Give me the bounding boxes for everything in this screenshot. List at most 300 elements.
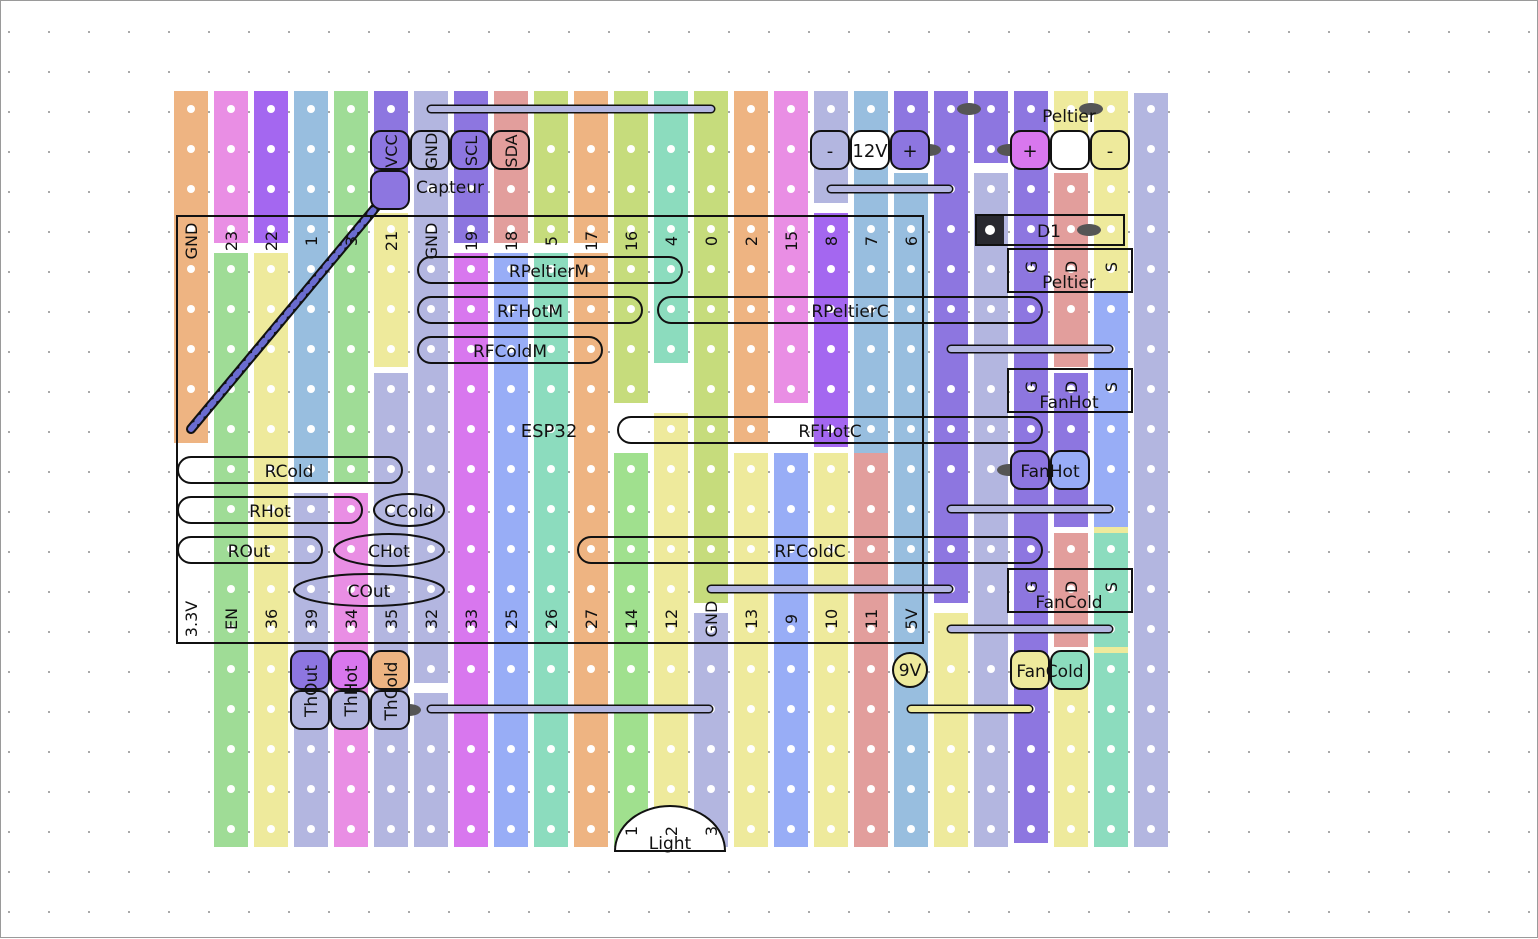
- strip-segment: [414, 693, 448, 847]
- board-hole: [667, 745, 675, 753]
- board-hole: [747, 425, 755, 433]
- board-hole: [387, 105, 395, 113]
- peltier-minus: -: [1106, 141, 1114, 162]
- esp32-top-pin: 23: [222, 230, 241, 252]
- esp32-bottom-pin: 39: [302, 608, 321, 630]
- board-hole: [907, 425, 915, 433]
- board-hole: [627, 505, 635, 513]
- board-hole: [1067, 745, 1075, 753]
- board-hole: [387, 465, 395, 473]
- board-hole: [547, 785, 555, 793]
- board-hole: [1027, 825, 1035, 833]
- board-hole: [707, 785, 715, 793]
- board-hole: [787, 625, 795, 633]
- board-hole: [987, 665, 995, 673]
- board-hole: [667, 145, 675, 153]
- board-hole: [747, 745, 755, 753]
- board-hole: [787, 665, 795, 673]
- board-hole: [907, 825, 915, 833]
- esp32-bottom-pin: 32: [422, 608, 441, 630]
- board-hole: [787, 185, 795, 193]
- board-hole: [1147, 105, 1155, 113]
- mosfet-pin: G: [1022, 380, 1041, 394]
- board-hole: [747, 785, 755, 793]
- esp32-bottom-pin: 3.3V: [182, 600, 201, 638]
- board-hole: [547, 505, 555, 513]
- board-hole: [267, 105, 275, 113]
- board-hole: [707, 225, 715, 233]
- board-hole: [947, 265, 955, 273]
- board-hole: [827, 345, 835, 353]
- board-hole: [187, 385, 195, 393]
- esp32-bottom-pin: 25: [502, 608, 521, 630]
- board-hole: [627, 665, 635, 673]
- board-hole: [627, 385, 635, 393]
- board-hole: [1147, 505, 1155, 513]
- board-hole: [747, 665, 755, 673]
- board-hole: [387, 385, 395, 393]
- board-hole: [1067, 545, 1075, 553]
- board-hole: [467, 385, 475, 393]
- board-hole: [867, 745, 875, 753]
- board-hole: [747, 105, 755, 113]
- board-hole: [467, 825, 475, 833]
- board-hole: [227, 105, 235, 113]
- esp32-bottom-pin: 35: [382, 608, 401, 630]
- board-hole: [707, 185, 715, 193]
- thermistor-thhot: ThHot: [342, 665, 362, 717]
- board-hole: [1147, 185, 1155, 193]
- nine-volt-label: 9V: [898, 661, 922, 681]
- strip-segment: [574, 91, 608, 243]
- thermistor-thout: ThOut: [302, 665, 322, 717]
- board-hole: [907, 345, 915, 353]
- resistor-rpeltierc: RPeltierC: [811, 302, 889, 322]
- resistor-rout: ROut: [227, 542, 271, 562]
- board-hole: [1067, 705, 1075, 713]
- board-hole: [267, 745, 275, 753]
- board-hole: [347, 545, 355, 553]
- board-hole: [387, 425, 395, 433]
- esp32-bottom-pin: 27: [582, 608, 601, 630]
- board-hole: [747, 225, 755, 233]
- board-hole: [627, 425, 635, 433]
- board-hole: [307, 305, 315, 313]
- board-hole: [1147, 145, 1155, 153]
- board-hole: [987, 305, 995, 313]
- board-hole: [227, 425, 235, 433]
- board-hole: [307, 425, 315, 433]
- board-hole: [587, 505, 595, 513]
- board-hole: [507, 465, 515, 473]
- strip-segment: [814, 213, 848, 447]
- board-hole: [227, 705, 235, 713]
- board-hole: [267, 145, 275, 153]
- board-hole: [907, 745, 915, 753]
- esp32-top-pin: GND: [422, 222, 441, 260]
- board-hole: [667, 265, 675, 273]
- board-hole: [507, 585, 515, 593]
- board-hole: [867, 225, 875, 233]
- board-hole: [867, 105, 875, 113]
- board-hole: [307, 585, 315, 593]
- board-hole: [547, 545, 555, 553]
- board-hole: [267, 705, 275, 713]
- board-hole: [1147, 745, 1155, 753]
- board-hole: [987, 465, 995, 473]
- board-hole: [387, 745, 395, 753]
- board-hole: [347, 265, 355, 273]
- board-hole: [307, 545, 315, 553]
- board-hole: [667, 785, 675, 793]
- board-hole: [1067, 425, 1075, 433]
- board-hole: [507, 185, 515, 193]
- board-hole: [627, 745, 635, 753]
- board-hole: [947, 665, 955, 673]
- board-hole: [667, 185, 675, 193]
- board-hole: [227, 745, 235, 753]
- board-hole: [827, 705, 835, 713]
- board-hole: [947, 745, 955, 753]
- board-hole: [227, 665, 235, 673]
- board-hole: [187, 185, 195, 193]
- board-hole: [867, 705, 875, 713]
- board-hole: [347, 425, 355, 433]
- board-hole: [987, 785, 995, 793]
- esp32-bottom-pin: 9: [782, 613, 801, 625]
- board-hole: [267, 785, 275, 793]
- esp32-top-pin: 7: [862, 235, 881, 247]
- board-hole: [1147, 705, 1155, 713]
- board-hole: [867, 505, 875, 513]
- board-hole: [387, 825, 395, 833]
- board-hole: [867, 825, 875, 833]
- board-hole: [547, 145, 555, 153]
- board-hole: [267, 665, 275, 673]
- board-hole: [1147, 225, 1155, 233]
- board-hole: [507, 825, 515, 833]
- board-hole: [427, 465, 435, 473]
- board-hole: [827, 225, 835, 233]
- board-hole: [467, 305, 475, 313]
- board-hole: [187, 825, 195, 833]
- esp32-bottom-pin: 33: [462, 608, 481, 630]
- board-hole: [1027, 745, 1035, 753]
- diode-label: D1: [1037, 222, 1061, 242]
- board-hole: [987, 145, 995, 153]
- board-hole: [947, 425, 955, 433]
- esp32-bottom-pin: 34: [342, 608, 361, 630]
- board-hole: [787, 505, 795, 513]
- board-hole: [227, 465, 235, 473]
- resistor-rfhotm: RFHotM: [496, 302, 564, 322]
- board-hole: [1027, 785, 1035, 793]
- esp32-top-pin: 1: [302, 235, 321, 247]
- sensor-pin-sda: SDA: [502, 134, 521, 168]
- board-hole: [747, 145, 755, 153]
- board-hole: [427, 585, 435, 593]
- board-hole: [1107, 705, 1115, 713]
- board-hole: [1147, 425, 1155, 433]
- board-hole: [1027, 225, 1035, 233]
- board-hole: [947, 225, 955, 233]
- board-hole: [507, 545, 515, 553]
- board-hole: [947, 545, 955, 553]
- resistor-rfcoldc: RFColdC: [774, 542, 846, 562]
- power-12v: 12V: [852, 141, 888, 162]
- board-hole: [747, 185, 755, 193]
- esp32-label: ESP32: [520, 421, 578, 442]
- board-hole: [787, 265, 795, 273]
- board-hole: [467, 665, 475, 673]
- board-hole: [667, 585, 675, 593]
- board-hole: [827, 665, 835, 673]
- capacitor-chot: CHot: [368, 542, 410, 562]
- board-hole: [307, 345, 315, 353]
- stripboard: [1, 1, 1538, 939]
- board-hole: [347, 745, 355, 753]
- esp32-top-pin: 3: [342, 235, 361, 247]
- strip-segment: [1094, 293, 1128, 527]
- board-hole: [747, 825, 755, 833]
- esp32-bottom-pin: 26: [542, 608, 561, 630]
- board-hole: [1147, 545, 1155, 553]
- board-hole: [627, 145, 635, 153]
- mosfet-label: FanHot: [1039, 393, 1099, 413]
- board-hole: [1027, 545, 1035, 553]
- board-hole: [907, 505, 915, 513]
- board-hole: [547, 585, 555, 593]
- board-hole: [667, 305, 675, 313]
- board-hole: [987, 385, 995, 393]
- board-hole: [987, 105, 995, 113]
- board-hole: [307, 185, 315, 193]
- board-hole: [307, 225, 315, 233]
- board-hole: [987, 545, 995, 553]
- board-hole: [1067, 185, 1075, 193]
- board-hole: [1027, 105, 1035, 113]
- board-hole: [307, 785, 315, 793]
- board-hole: [907, 545, 915, 553]
- board-hole: [187, 305, 195, 313]
- board-hole: [907, 305, 915, 313]
- board-hole: [1107, 785, 1115, 793]
- board-hole: [227, 785, 235, 793]
- board-hole: [707, 265, 715, 273]
- mosfet-pin: D: [1062, 380, 1081, 394]
- board-hole: [467, 745, 475, 753]
- board-hole: [787, 825, 795, 833]
- board-hole: [787, 385, 795, 393]
- board-hole: [867, 545, 875, 553]
- board-hole: [187, 745, 195, 753]
- esp32-top-pin: 19: [462, 230, 481, 252]
- esp32-top-pin: 16: [622, 230, 641, 252]
- board-hole: [627, 465, 635, 473]
- board-hole: [347, 505, 355, 513]
- esp32-top-pin: 4: [662, 235, 681, 247]
- fan-hot-label: FanHot: [1020, 462, 1080, 482]
- board-hole: [1107, 105, 1115, 113]
- board-hole: [867, 785, 875, 793]
- sensor-pin-scl: SCL: [462, 135, 481, 167]
- board-hole: [347, 105, 355, 113]
- board-hole: [787, 465, 795, 473]
- board-hole: [507, 665, 515, 673]
- board-hole: [627, 185, 635, 193]
- board-hole: [547, 745, 555, 753]
- board-hole: [867, 265, 875, 273]
- board-hole: [667, 425, 675, 433]
- board-hole: [587, 545, 595, 553]
- board-hole: [747, 265, 755, 273]
- board-hole: [827, 105, 835, 113]
- sensor-label: Capteur: [416, 178, 484, 198]
- board-hole: [467, 425, 475, 433]
- board-hole: [267, 185, 275, 193]
- board-hole: [347, 185, 355, 193]
- board-hole: [267, 385, 275, 393]
- board-hole: [987, 185, 995, 193]
- board-hole: [787, 425, 795, 433]
- board-hole: [427, 385, 435, 393]
- board-hole: [987, 745, 995, 753]
- board-hole: [787, 785, 795, 793]
- board-hole: [907, 105, 915, 113]
- mosfet-pin: S: [1102, 581, 1121, 593]
- board-hole: [867, 465, 875, 473]
- esp32-top-pin: 21: [382, 230, 401, 252]
- board-hole: [507, 785, 515, 793]
- board-hole: [1147, 665, 1155, 673]
- board-hole: [827, 785, 835, 793]
- esp32-bottom-pin: 10: [822, 608, 841, 630]
- board-hole: [867, 425, 875, 433]
- board-hole: [187, 545, 195, 553]
- strip-segment: [254, 91, 288, 243]
- board-hole: [387, 345, 395, 353]
- board-hole: [667, 665, 675, 673]
- resistor-rhot: RHot: [249, 502, 291, 522]
- board-hole: [307, 265, 315, 273]
- board-hole: [667, 545, 675, 553]
- board-hole: [707, 345, 715, 353]
- board-hole: [547, 465, 555, 473]
- board-hole: [427, 825, 435, 833]
- board-hole: [907, 385, 915, 393]
- board-hole: [947, 825, 955, 833]
- resistor-rcold: RCold: [264, 462, 314, 482]
- board-hole: [507, 425, 515, 433]
- board-hole: [427, 425, 435, 433]
- light-pin-2: 2: [662, 825, 681, 837]
- board-hole: [467, 545, 475, 553]
- board-hole: [747, 505, 755, 513]
- board-hole: [307, 745, 315, 753]
- board-hole: [747, 705, 755, 713]
- board-hole: [587, 345, 595, 353]
- resistor-rfcoldm: RFColdM: [472, 342, 548, 362]
- board-hole: [307, 825, 315, 833]
- board-hole: [427, 785, 435, 793]
- light-label: Light: [648, 834, 692, 854]
- board-hole: [187, 665, 195, 673]
- board-hole: [587, 465, 595, 473]
- board-hole: [1107, 225, 1115, 233]
- board-hole: [1107, 465, 1115, 473]
- board-hole: [987, 825, 995, 833]
- board-hole: [187, 345, 195, 353]
- mosfet-label: FanCold: [1035, 593, 1103, 613]
- board-hole: [787, 145, 795, 153]
- thermistor-thcold: ThCold: [382, 661, 402, 721]
- board-hole: [587, 585, 595, 593]
- resistor-rpeltierm: RPeltierM: [508, 262, 590, 282]
- board-hole: [707, 385, 715, 393]
- board-hole: [747, 345, 755, 353]
- board-hole: [1067, 785, 1075, 793]
- board-hole: [347, 825, 355, 833]
- mosfet-pin: G: [1022, 580, 1041, 594]
- board-hole: [1067, 225, 1075, 233]
- strip-segment: [214, 91, 248, 243]
- board-hole: [907, 225, 915, 233]
- board-hole: [227, 265, 235, 273]
- board-hole: [427, 265, 435, 273]
- board-hole: [987, 265, 995, 273]
- board-hole: [587, 745, 595, 753]
- esp32-bottom-pin: 12: [662, 608, 681, 630]
- board-hole: [787, 105, 795, 113]
- board-hole: [427, 345, 435, 353]
- board-hole: [267, 585, 275, 593]
- esp32-top-pin: 22: [262, 230, 281, 252]
- capacitor-ccold: CCold: [384, 502, 434, 522]
- board-hole: [587, 305, 595, 313]
- esp32-top-pin: 18: [502, 230, 521, 252]
- board-hole: [347, 305, 355, 313]
- esp32-top-pin: 5: [542, 235, 561, 247]
- board-hole: [227, 305, 235, 313]
- board-hole: [267, 825, 275, 833]
- board-hole: [667, 345, 675, 353]
- board-hole: [307, 505, 315, 513]
- board-hole: [427, 545, 435, 553]
- board-hole: [1067, 825, 1075, 833]
- board-hole: [587, 825, 595, 833]
- board-hole: [1147, 385, 1155, 393]
- esp32-top-pin: 15: [782, 230, 801, 252]
- board-hole: [467, 265, 475, 273]
- board-hole: [347, 785, 355, 793]
- esp32-top-pin: GND: [182, 222, 201, 260]
- board-hole: [1107, 425, 1115, 433]
- board-hole: [227, 185, 235, 193]
- board-hole: [547, 345, 555, 353]
- board-hole: [707, 425, 715, 433]
- board-hole: [747, 305, 755, 313]
- board-hole: [1027, 185, 1035, 193]
- board-hole: [1107, 825, 1115, 833]
- board-hole: [627, 305, 635, 313]
- board-hole: [187, 785, 195, 793]
- board-hole: [947, 785, 955, 793]
- esp32-bottom-pin: 13: [742, 608, 761, 630]
- board-hole: [627, 265, 635, 273]
- board-hole: [747, 385, 755, 393]
- board-hole: [947, 305, 955, 313]
- power-plus: +: [902, 141, 918, 162]
